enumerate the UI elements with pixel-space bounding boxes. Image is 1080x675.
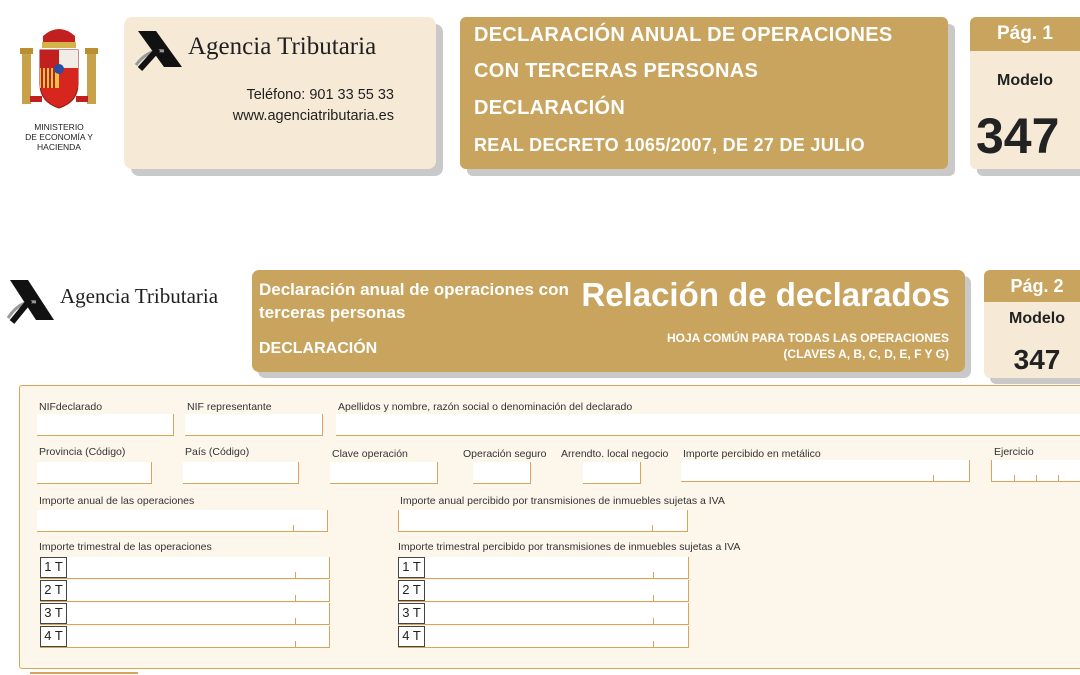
agency-logo-icon (134, 29, 186, 71)
operacion-seguro-field[interactable] (473, 462, 531, 484)
quarter-label: 2 T (398, 580, 425, 601)
agency-logo-block (4, 274, 244, 334)
agency-phone: Teléfono: 901 33 55 33 (246, 87, 394, 103)
importe-anual-label: Importe anual de las operaciones (39, 495, 195, 507)
coat-of-arms-icon (18, 22, 100, 114)
importe-metalico-field[interactable] (681, 460, 970, 482)
clave-operacion-label: Clave operación (332, 448, 408, 460)
title-line-2: CON TERCERAS PERSONAS (474, 60, 759, 82)
provincia-field[interactable] (37, 462, 152, 484)
ejercicio-label: Ejercicio (994, 446, 1034, 458)
ejercicio-field[interactable] (991, 460, 1080, 482)
pais-label: País (Código) (185, 446, 250, 458)
sheet-title: Relación de declarados (581, 276, 950, 313)
agency-website[interactable]: www.agenciatributaria.es (232, 108, 394, 124)
hoja-line-1: HOJA COMÚN PARA TODAS LAS OPERACIONES (666, 331, 949, 345)
nif-declarado-label: NIFdeclarado (39, 401, 103, 413)
importe-trimestral-inmuebles-label: Importe trimestral percibido por transmisiones de inmuebles sujetas a IVA (398, 541, 741, 553)
trimestral-inmuebles-row-1[interactable] (398, 557, 689, 579)
model-number: 347 (976, 108, 1060, 164)
page-model-box-2 (984, 270, 1080, 378)
declaration-label: DECLARACIÓN (259, 340, 378, 357)
subtitle-line-2: terceras personas (259, 303, 406, 322)
trimestral-row-3[interactable] (40, 603, 330, 625)
arrendamiento-label: Arrendto. local negocio (561, 448, 669, 460)
nif-representante-label: NIF representante (187, 401, 272, 413)
quarter-label: 3 T (40, 603, 67, 624)
agency-logo-icon (6, 278, 58, 324)
trimestral-inmuebles-row-3[interactable] (398, 603, 689, 625)
quarter-label: 4 T (398, 626, 425, 647)
model-label: Modelo (1009, 310, 1065, 327)
nif-declarado-field[interactable] (37, 414, 174, 436)
coat-of-arms-logo (14, 22, 104, 162)
importe-metalico-label: Importe percibido en metálico (683, 448, 821, 460)
quarter-label: 1 T (40, 557, 67, 578)
hoja-line-2: (CLAVES A, B, C, D, E, F Y G) (783, 347, 949, 361)
page-number: Pág. 2 (984, 270, 1080, 302)
agency-name: Agencia Tributaria (188, 33, 377, 60)
trimestral-row-4[interactable] (40, 626, 330, 648)
agency-name: Agencia Tributaria (60, 284, 219, 308)
trimestral-row-1[interactable] (40, 557, 330, 579)
importe-anual-field[interactable] (37, 510, 328, 532)
quarter-label: 2 T (40, 580, 67, 601)
apellidos-label: Apellidos y nombre, razón social o denominación del declarado (338, 401, 633, 413)
declared-form (19, 385, 1080, 669)
importe-anual-inmuebles-field[interactable] (398, 510, 688, 532)
agency-info-box (124, 17, 436, 169)
clave-operacion-field[interactable] (330, 462, 438, 484)
model-label: Modelo (997, 72, 1053, 89)
title-line-1: DECLARACIÓN ANUAL DE OPERACIONES (474, 24, 893, 46)
model-number: 347 (1013, 344, 1061, 375)
pais-field[interactable] (183, 462, 299, 484)
quarter-label: 1 T (398, 557, 425, 578)
title-line-3: DECLARACIÓN (474, 97, 626, 119)
nif-representante-field[interactable] (185, 414, 323, 436)
ministry-label: MINISTERIO DE ECONOMÍA Y HACIENDA (25, 122, 93, 152)
importe-anual-inmuebles-label: Importe anual percibido por transmisiones de inmuebles sujetas a IVA (400, 495, 725, 507)
page-model-box (970, 17, 1080, 169)
importe-trimestral-label: Importe trimestral de las operaciones (39, 541, 212, 553)
trimestral-inmuebles-row-2[interactable] (398, 580, 689, 602)
page-number: Pág. 1 (970, 17, 1080, 51)
quarter-label: 3 T (398, 603, 425, 624)
sheet-title-box (252, 270, 965, 372)
title-line-4: REAL DECRETO 1065/2007, DE 27 DE JULIO (474, 135, 865, 155)
trimestral-inmuebles-row-4[interactable] (398, 626, 689, 648)
arrendamiento-field[interactable] (583, 462, 641, 484)
form-title-box (460, 17, 948, 169)
apellidos-field[interactable] (336, 414, 1080, 436)
bottom-divider (30, 672, 138, 674)
operacion-seguro-label: Operación seguro (463, 448, 547, 460)
trimestral-row-2[interactable] (40, 580, 330, 602)
subtitle-line-1: Declaración anual de operaciones con (259, 280, 569, 299)
quarter-label: 4 T (40, 626, 67, 647)
provincia-label: Provincia (Código) (39, 446, 126, 458)
